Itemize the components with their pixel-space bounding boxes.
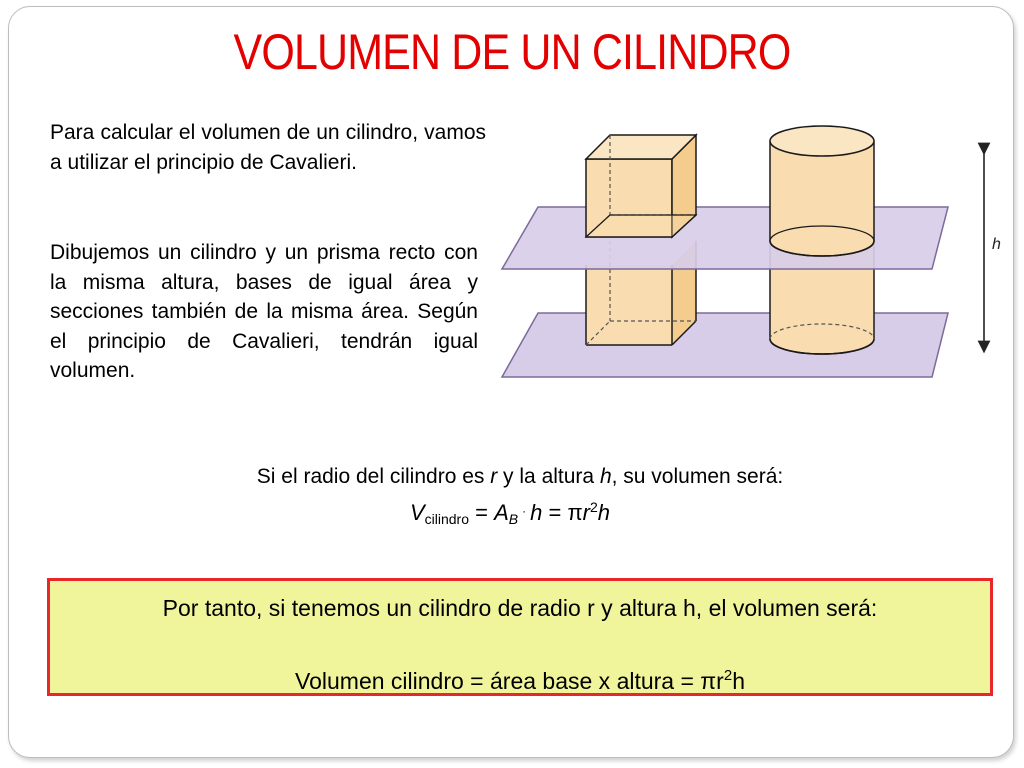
slide-title: VOLUMEN DE UN CILINDRO — [233, 24, 791, 80]
statement-h: h — [599, 465, 612, 488]
formula-h: h — [530, 500, 543, 525]
cylinder-upper — [770, 126, 874, 256]
conclusion-formula — [50, 661, 990, 696]
explanation-paragraph: Dibujemos un cilindro y un prisma recto con la misma altura, bases de igual área y secciones también de la misma área. Según el principio de Cavalieri, tendrán igual volumen. — [50, 241, 478, 382]
formula-h-2: h — [597, 500, 611, 525]
statement-text-3: , su volumen será: — [611, 465, 784, 488]
lower-plane — [502, 313, 948, 377]
statement-text-1: Si el radio del cilindro es — [256, 465, 491, 488]
conclusion-formula-prefix: Volumen cilindro = área base x altura = πr — [295, 668, 724, 694]
conclusion-formula-exponent: 2 — [723, 667, 733, 684]
formula-v-subscript: cilindro — [424, 511, 470, 527]
statement-text-2: y la altura — [497, 465, 600, 488]
cavalieri-figure — [500, 125, 1000, 385]
conclusion-text: Por tanto, si tenemos un cilindro de radio r y altura h, el volumen será: — [162, 595, 878, 621]
formula-eq-1: = — [469, 500, 495, 525]
formula-dot: · — [522, 504, 527, 518]
volume-formula — [360, 492, 660, 534]
formula-a-subscript: B — [508, 511, 519, 527]
conclusion-formula-suffix: h — [732, 668, 745, 694]
radius-height-statement — [160, 462, 880, 492]
formula-exponent: 2 — [589, 499, 598, 515]
formula-v: V — [409, 500, 425, 525]
height-label: h — [992, 236, 1001, 253]
statement-r: r — [490, 465, 498, 488]
formula-eq-2: = π — [542, 500, 583, 525]
conclusion-box — [47, 578, 993, 696]
prism-upper — [586, 135, 696, 237]
formula-a: A — [494, 500, 509, 525]
formula-r: r — [582, 500, 590, 525]
intro-paragraph: Para calcular el volumen de un cilindro, vamos a utilizar el principio de Cavalieri. — [50, 121, 486, 174]
upper-plane — [502, 207, 948, 269]
